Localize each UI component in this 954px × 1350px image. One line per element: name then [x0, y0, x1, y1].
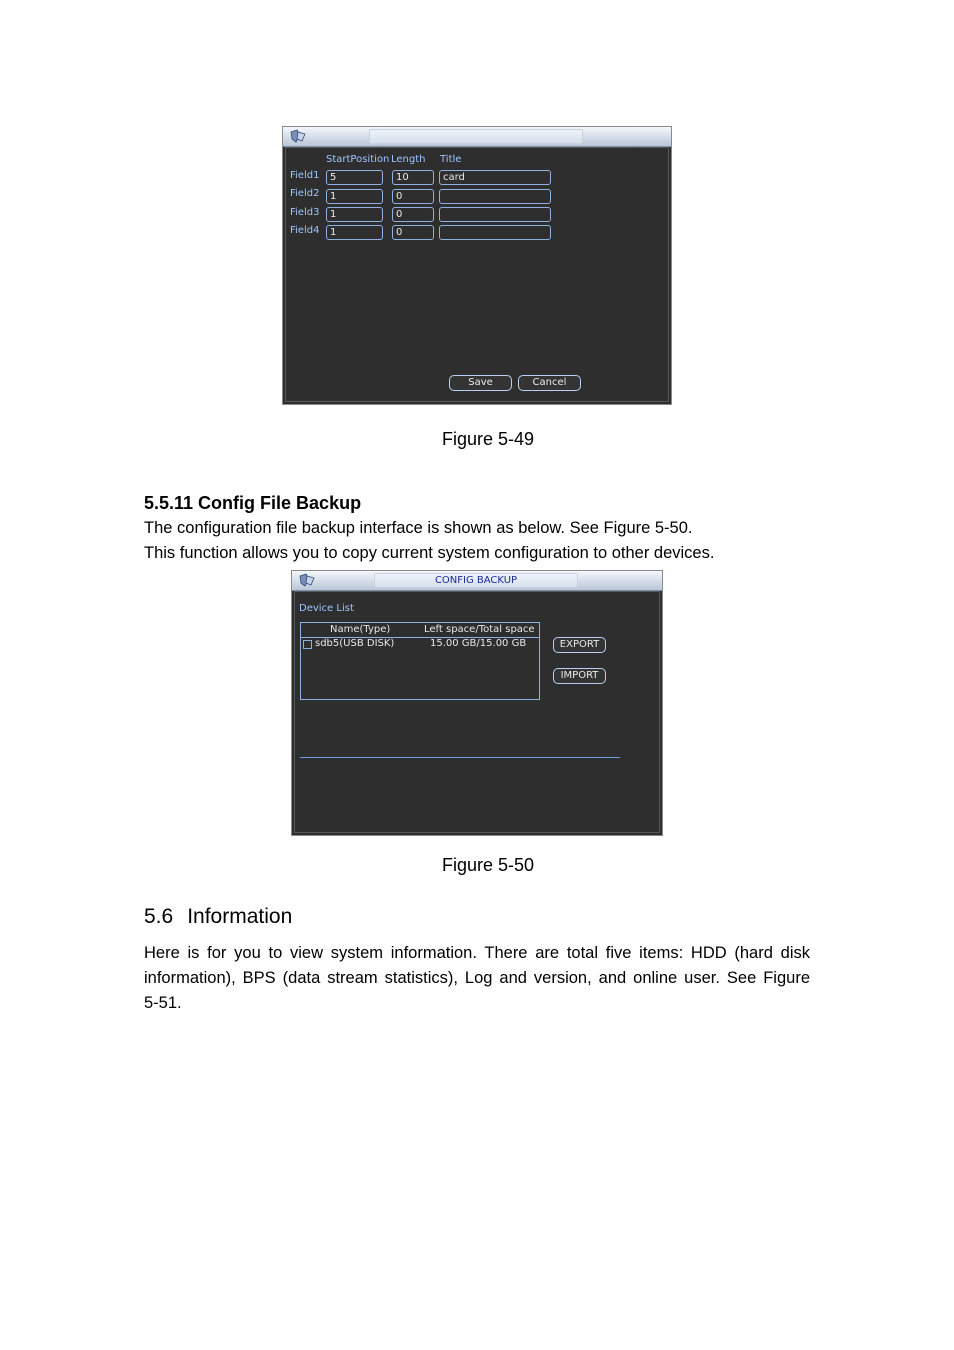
field3-start-input[interactable]: 1	[326, 207, 383, 222]
table-row[interactable]	[301, 637, 539, 652]
field2-start-input[interactable]: 1	[326, 189, 383, 204]
figure-5-49-caption: Figure 5-49	[442, 429, 535, 449]
app-logo-icon	[297, 573, 317, 588]
device-checkbox[interactable]	[303, 640, 312, 649]
section-5-6-para-line3: 5-51.	[144, 994, 182, 1012]
dialog-title	[369, 129, 583, 144]
dialog-titlebar	[283, 127, 671, 147]
field4-length-input[interactable]: 0	[392, 225, 434, 240]
column-space: Left space/Total space	[424, 624, 535, 635]
header-title: Title	[440, 154, 462, 165]
device-list-header	[301, 623, 539, 638]
import-button[interactable]: IMPORT	[553, 668, 606, 684]
dialog-body	[285, 147, 669, 402]
field1-start-input[interactable]: 5	[326, 170, 383, 185]
device-list-table	[300, 622, 540, 700]
device-name: sdb5(USB DISK)	[315, 638, 395, 649]
device-list-label: Device List	[299, 603, 354, 614]
field2-label: Field2	[290, 188, 320, 199]
field4-label: Field4	[290, 225, 320, 236]
section-5-6-para-line2: information), BPS (data stream statistics), Log and version, and online user. See Figure	[144, 969, 810, 987]
device-space: 15.00 GB/15.00 GB	[430, 638, 527, 649]
field4-title-input[interactable]	[439, 225, 551, 240]
field3-title-input[interactable]	[439, 207, 551, 222]
section-5-6-number: 5.6	[144, 905, 174, 928]
field3-length-input[interactable]: 0	[392, 207, 434, 222]
section-5-5-11-line1: The configuration file backup interface is shown as below. See Figure 5-50.	[144, 519, 693, 537]
config-backup-dialog	[291, 570, 663, 836]
field1-length-input[interactable]: 10	[392, 170, 434, 185]
save-button[interactable]: Save	[449, 375, 512, 391]
progress-divider	[300, 757, 620, 758]
section-5-6-para-line1: Here is for you to view system information. There are total five items: HDD (hard disk	[144, 944, 810, 962]
header-length: Length	[391, 154, 426, 165]
section-5-5-11-heading: 5.5.11 Config File Backup	[144, 493, 362, 513]
column-name-type: Name(Type)	[330, 624, 391, 635]
section-5-6-title: Information	[187, 905, 293, 928]
field3-label: Field3	[290, 207, 320, 218]
dialog-title: CONFIG BACKUP	[374, 573, 578, 588]
dialog-titlebar	[292, 571, 662, 591]
field2-title-input[interactable]	[439, 189, 551, 204]
section-5-6-heading	[144, 905, 292, 929]
field1-label: Field1	[290, 170, 320, 181]
header-start-position: StartPosition	[326, 154, 390, 165]
export-button[interactable]: EXPORT	[553, 637, 606, 653]
app-logo-icon	[288, 129, 308, 144]
field2-length-input[interactable]: 0	[392, 189, 434, 204]
title-config-dialog	[282, 126, 672, 405]
field4-start-input[interactable]: 1	[326, 225, 383, 240]
section-5-5-11-line2: This function allows you to copy current system configuration to other devices.	[144, 544, 715, 562]
cancel-button[interactable]: Cancel	[518, 375, 581, 391]
figure-5-50-caption: Figure 5-50	[442, 855, 535, 875]
field1-title-input[interactable]: card	[439, 170, 551, 185]
